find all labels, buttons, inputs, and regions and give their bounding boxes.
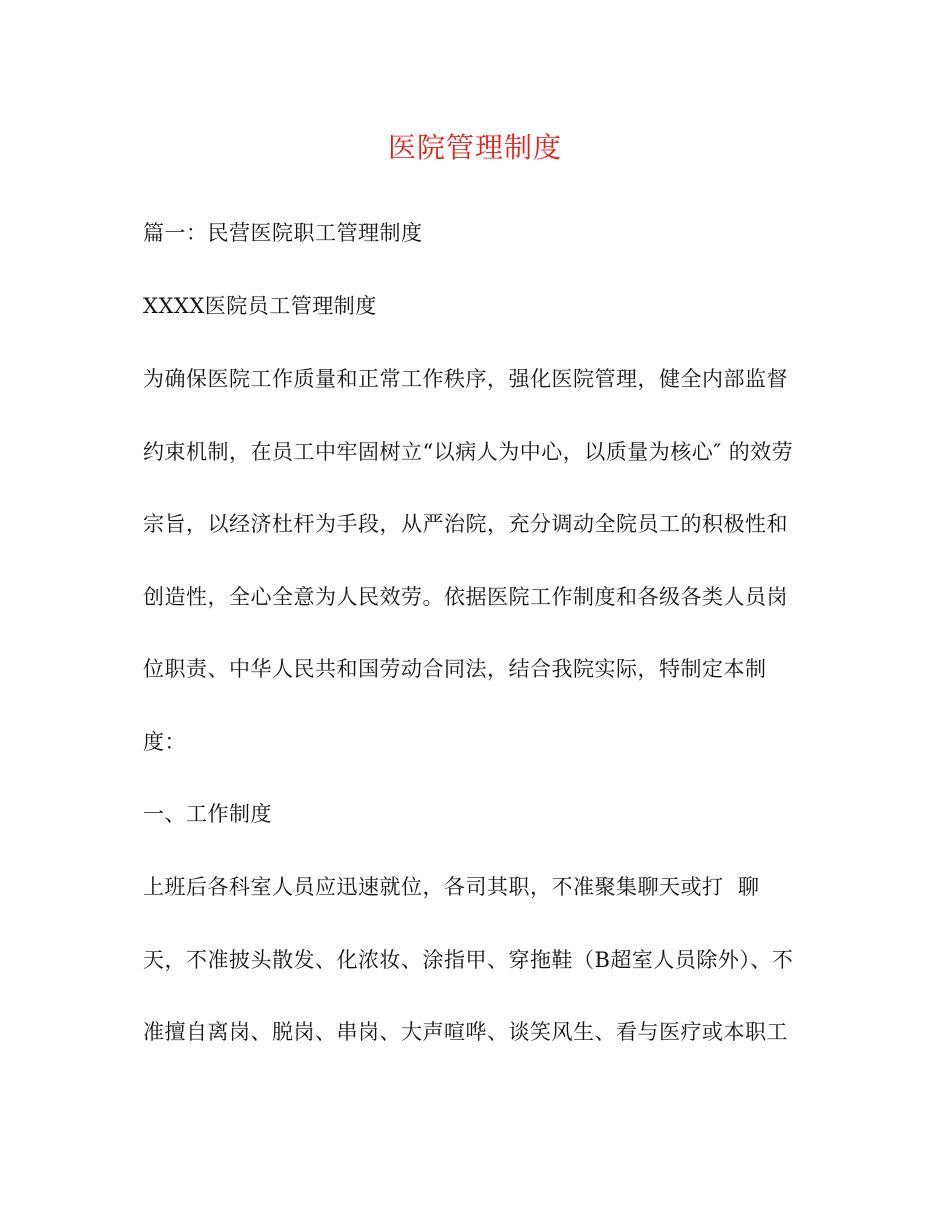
paragraph-line: 准擅自离岗、脱岗、串岗、大声喧哗、谈笑风生、看与医疗或本职工: [143, 1020, 788, 1044]
paragraph-line: 创造性，全心全意为人民效劳。依据医院工作制度和各级各类人员岗: [143, 585, 788, 609]
section-heading: 一、工作制度: [143, 802, 272, 826]
document-title: 医院管理制度: [387, 131, 562, 164]
paragraph-line: 位职责、中华人民共和国劳动合同法，结合我院实际，特制定本制: [143, 657, 767, 681]
paragraph-line: 宗旨，以经济杜杆为手段，从严治院，充分调动全院员工的积极性和: [143, 512, 788, 536]
paragraph-line: 为确保医院工作质量和正常工作秩序，强化医院管理，健全内部监督: [143, 367, 788, 391]
paragraph-line: 约束机制，在员工中牢固树立“以病人为中心，以质量为核心″ 的效劳: [143, 440, 794, 464]
section-heading: 篇一：民营医院职工管理制度: [143, 221, 423, 245]
document-subtitle: XXXX医院员工管理制度: [143, 294, 377, 318]
paragraph-line: 度：: [143, 730, 186, 754]
paragraph-line: 上班后各科室人员应迅速就位，各司其职，不准聚集聊天或打 聊: [143, 875, 760, 899]
paragraph-line: 天，不准披头散发、化浓妆、涂指甲、穿拖鞋（B超室人员除外）、不: [143, 948, 794, 972]
